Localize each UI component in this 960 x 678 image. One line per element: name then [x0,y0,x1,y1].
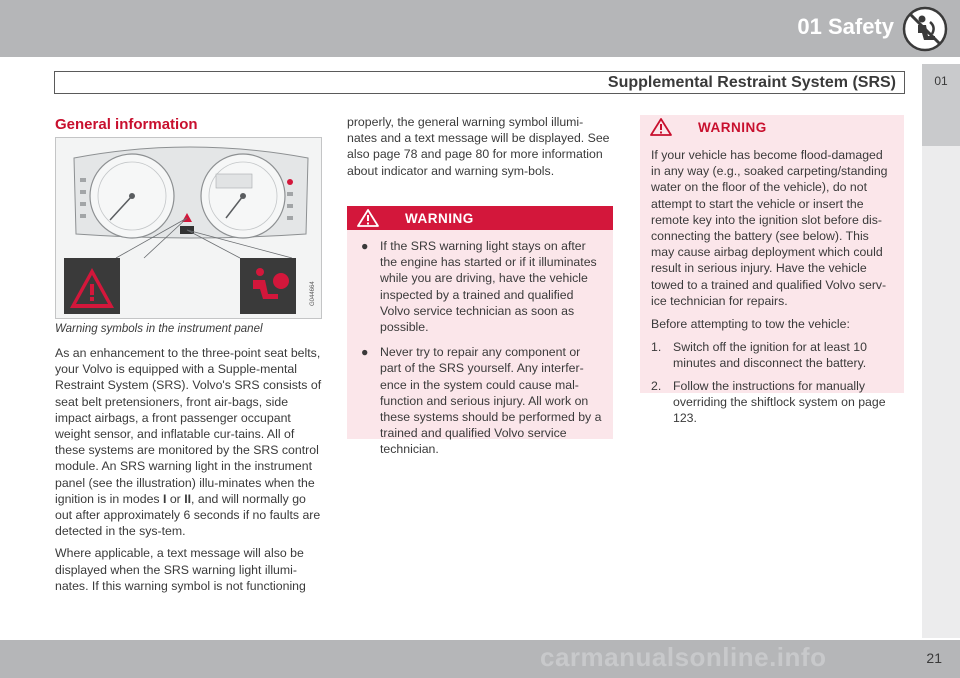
header-band [0,0,960,57]
warning-body [640,139,904,440]
warning-triangle-icon [357,209,379,227]
srs-airbag-icon [240,258,296,314]
instrument-panel-figure [55,137,322,319]
column-2-text [347,114,613,185]
ignition-mode-2: II [184,491,192,506]
figure-caption: Warning symbols in the instrument panel [55,323,263,335]
section-title: Supplemental Restraint System (SRS) [607,74,896,91]
chapter-tab[interactable] [922,64,960,146]
flood-paragraph: If your vehicle has become flood-damaged in any way (e.g., soaked carpeting/standing water on the floor of the vehicle), do not attempt to start the vehicle or insert the remote key into the ignition slot before dis-connecting the battery (see below). This may cause airbag deployment which could result in serious injury. Have the vehicle towed to a trained and qualified Volvo serv-ice technician for repairs. [651,148,888,308]
step-text: Switch off the ignition for at least 10 minutes and disconnect the battery. [673,340,867,371]
step-number: 2. [651,378,662,393]
srs-warning-box [347,206,613,457]
page-number: 21 [926,650,942,666]
ignition-mode-1: I [163,491,167,506]
flood-warning-box [640,115,904,426]
warning-bullet [358,238,602,335]
step-text: Follow the instructions for manually overriding the shiftlock system on page 123. [673,378,886,426]
warning-triangle-icon [650,118,672,136]
tow-intro: Before attempting to tow the vehicle: [651,317,850,332]
no-airbag-icon [902,6,948,52]
section-heading: General information [55,116,198,133]
chapter-title: 01 Safety [797,14,894,39]
section-header-bar [54,71,905,94]
intro-text-or: or [166,491,185,506]
chapter-tab-label: 01 [934,74,948,88]
list-item [651,339,893,371]
warning-title: WARNING [405,211,474,226]
warning-bullet [358,344,602,457]
bullet-mark: ● [361,345,369,360]
warning-triangle-icon [64,258,120,314]
warning-title: WARNING [698,120,767,135]
warning-body [347,230,613,475]
list-item [651,378,893,427]
intro-paragraph [55,345,323,539]
continuation-paragraph: properly, the general warning symbol illumi-nates and a text message will be displayed. See also page 78 and page 80 for more information about indicator and warning sym-bols. [347,115,610,178]
bullet-mark: ● [361,239,369,253]
watermark: carmanualsonline.info [540,642,827,672]
text-message-paragraph: Where applicable, a text message will also be displayed when the SRS warning light illumi-nates. If this warning symbol is not functioning [55,546,306,593]
figure-code: G044664 [310,281,316,306]
bullet-text: If the SRS warning light stays on after the engine has started or if it illuminates while you are driving, have the vehicle inspected by a trained and qualified Volvo service technician as soon as possible. [380,239,597,335]
column-1-text [55,345,323,600]
side-band [922,146,960,638]
intro-text-b: , and will normally go out after approximately 6 seconds if no faults are detected in the sys-tem. [55,491,321,539]
warning-header [640,115,904,139]
intro-text-a: As an enhancement to the three-point seat belts, your Volvo is equipped with a Supple-mental Restraint System (SRS). Volvo's SRS consists of seat belt pretensioners, front air-bags, side impact airbags, a front passenger occupant weight sensor, and inflatable cur-tains. All of these systems are monitored by the SRS control module. An SRS warning light in the instrument panel (see the illustration) illu-minates when the ignition is in modes [55,346,322,506]
bullet-text: Never try to repair any component or part of the SRS yourself. Any interfer-ence in the system could cause mal-function and serious injury. All work on these systems should be performed by a trained and qualified Volvo service technician. [380,345,602,457]
warning-header [347,206,613,230]
instrument-panel-illustration [56,138,322,319]
step-number: 1. [651,340,662,355]
